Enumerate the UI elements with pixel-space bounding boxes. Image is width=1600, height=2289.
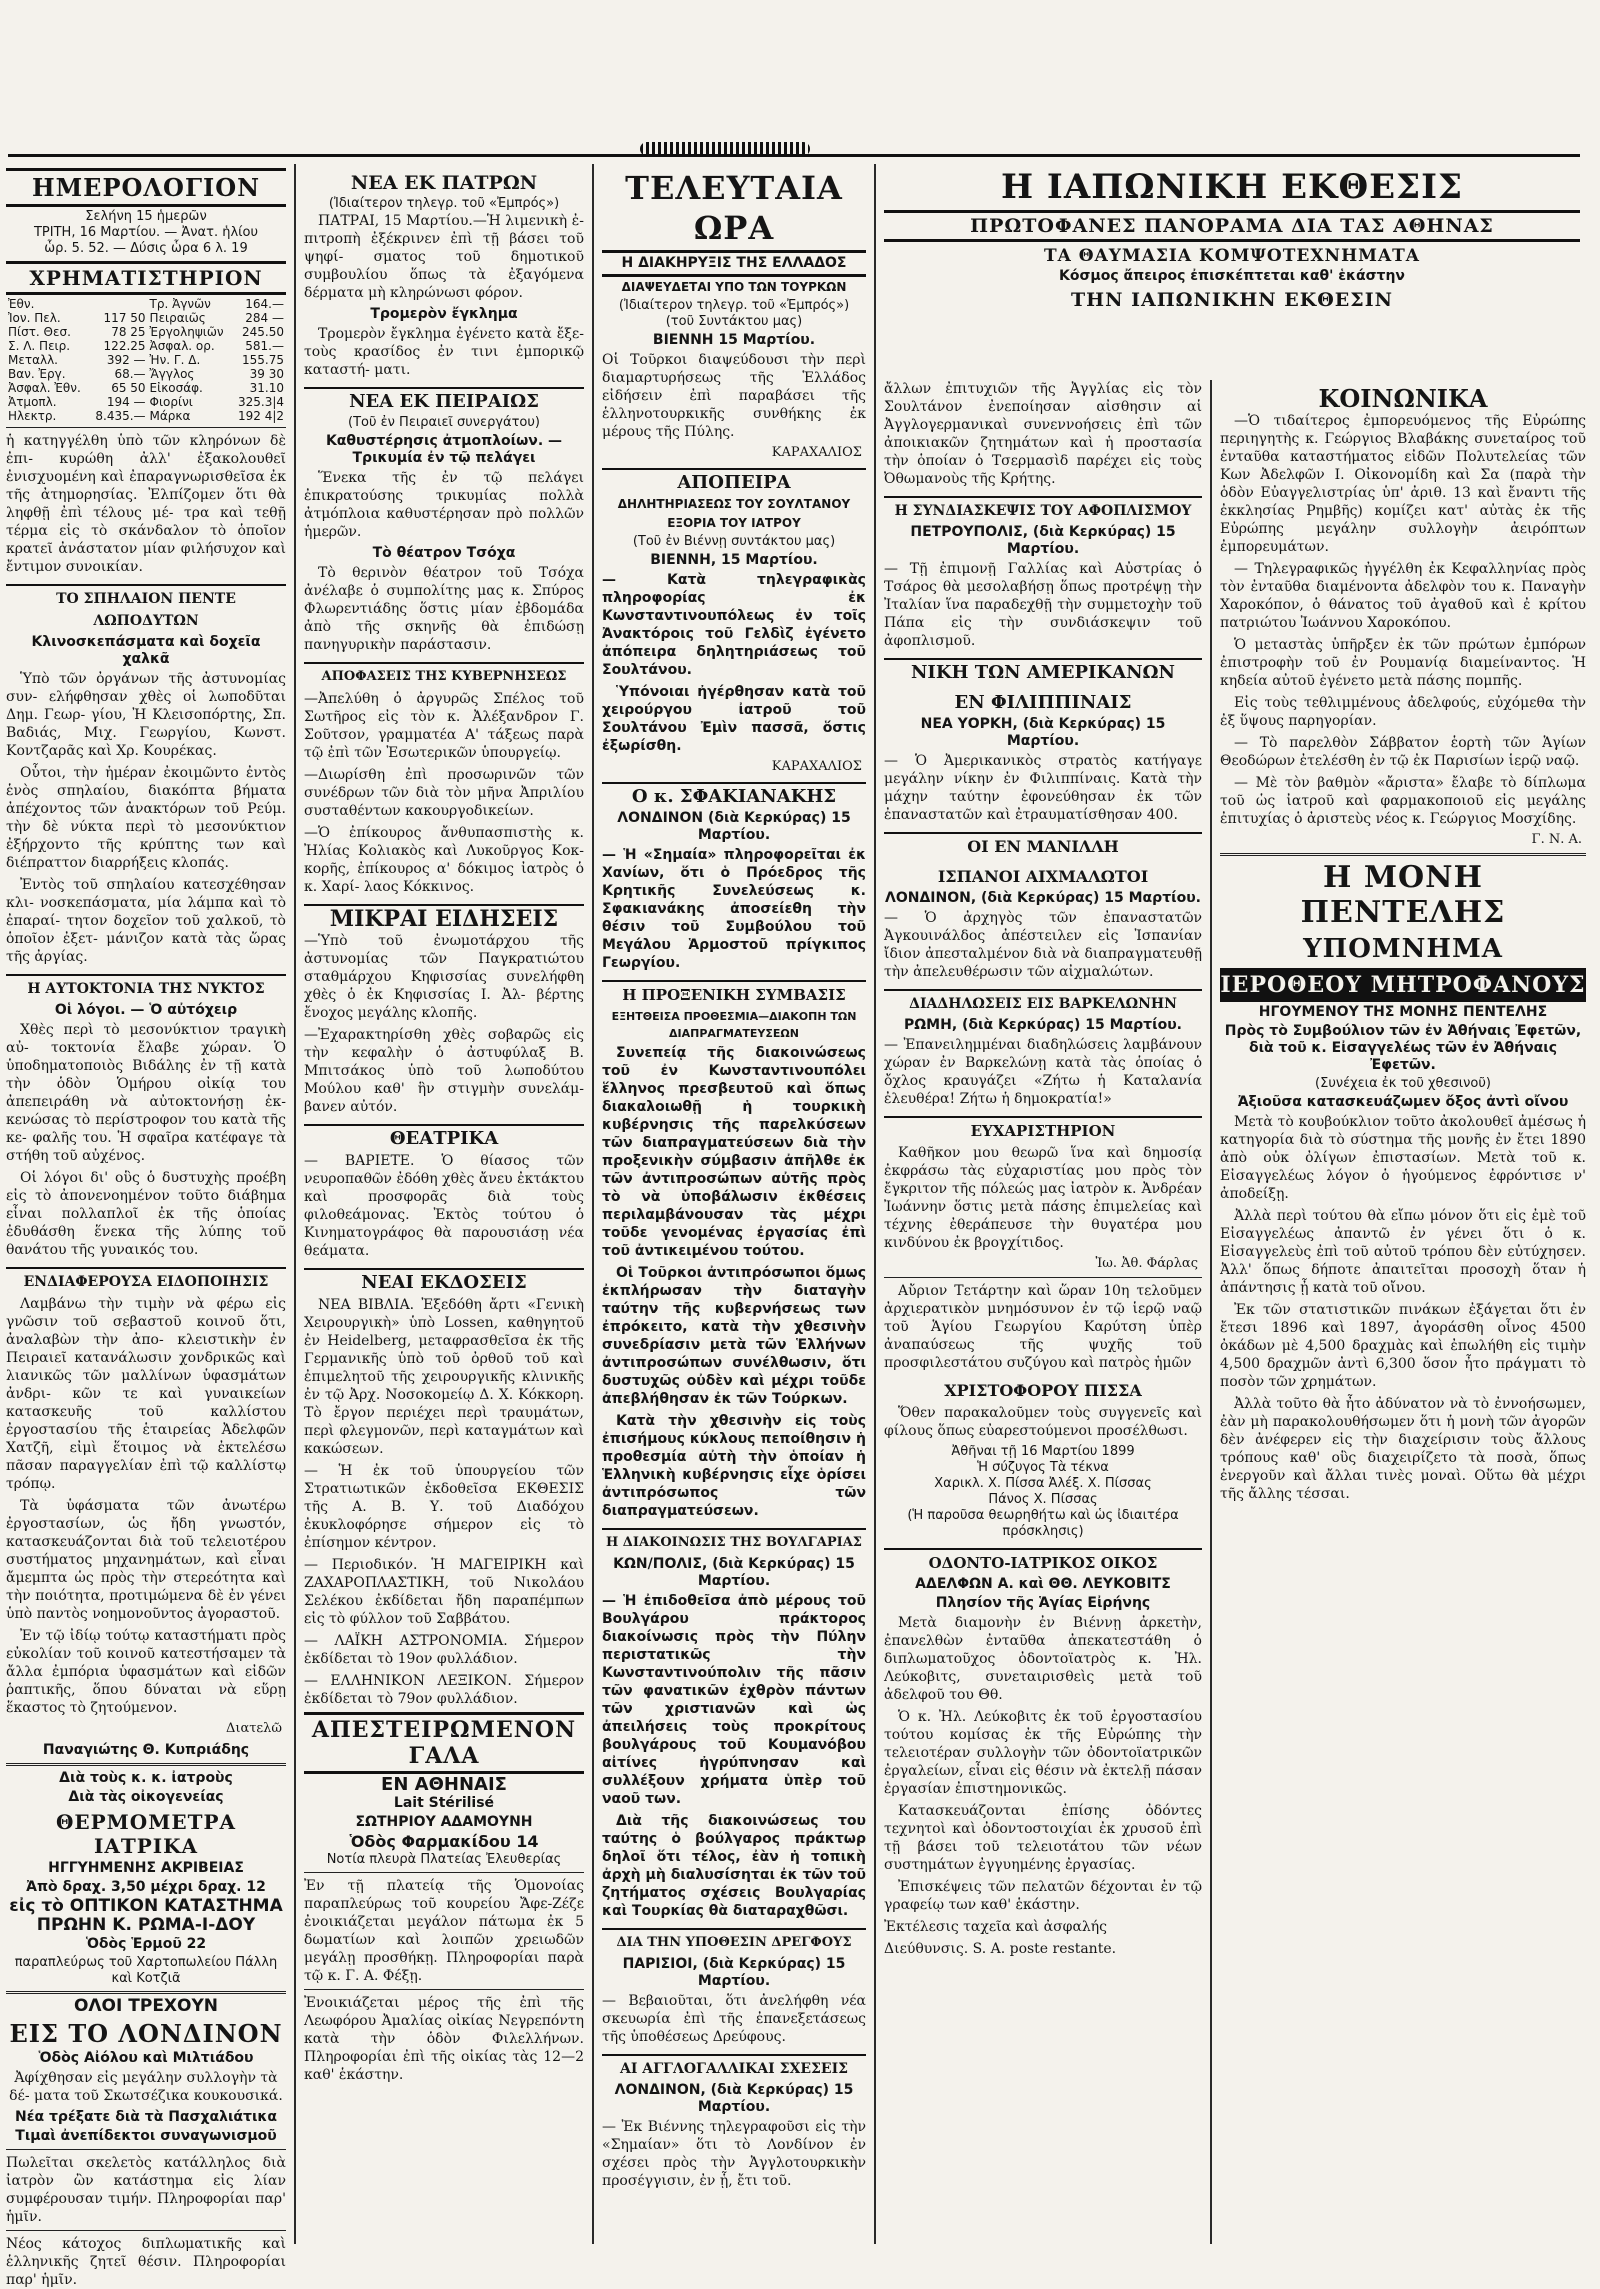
expo-subtitle: ΤΑ ΘΑΥΜΑΣΙΑ ΚΟΜΨΟΤΕΧΝΗΜΑΤΑ <box>1044 246 1420 266</box>
column-rule <box>1210 380 1212 2244</box>
article-text: Ἐκ τῶν στατιστικῶν πινάκων ἐξάγεται ὅτι ἐν ἔτεσι 1896 καὶ 1897, ἀγοράσθη οἶνος 4500 ὀκάδων μὲ 4,500 δραχμὰς καὶ ἐπωλήθη εἰς τιμὴν 4,500 δραχμῶν ἀντὶ 6,300 ὅσον ἦτο πράγματι τὸ ποσὸν τῶν χρημάτων. <box>1220 1302 1586 1390</box>
ad-text: Ἐνοικιάζεται μέρος τῆς ἐπὶ τῆς Λεωφόρου Ἀμαλίας οἰκίας Νεγρεπόντη κατὰ τὴν ὁδὸν Φιλελλήνων. Πληροφορίαι ἐπὶ τῆς οἰκίας τὰς 12—2 καθ' ἑκάστην. <box>304 1995 584 2083</box>
exchange-title: ΧΡΗΜΑΤΙΣΤΗΡΙΟΝ <box>6 261 286 295</box>
market-price: 122.25 <box>103 339 146 353</box>
ad-line: Ἀπὸ δραχ. 3,50 μέχρι δραχ. 12 <box>26 1879 266 1895</box>
ad-line: Διὰ τοὺς κ. κ. ἰατροὺς <box>59 1770 233 1786</box>
article-text: Λαμβάνω τὴν τιμὴν νὰ φέρω εἰς γνῶσιν τοῦ σεβαστοῦ κοινοῦ ὅτι, ἀναλαβὼν τὴν ἀπο- κλειστικὴν ἐν Πειραιεῖ κατανάλωσιν χονδρικῶς καὶ λιανικῶς τῶν μαλλίνων ὑφασμάτων ἀνδρι- κῶν τε καὶ γυναικείων κατασκευῆς τοῦ καλλίστου ἐργοστασίου τῆς ἑταιρείας Ἀδελφῶν Χατζῆ, εἰμὶ ἕτοιμος νὰ ἐκτελέσω πᾶσαν παραγγελίαν ἐπὶ τῷ καλλίστῳ τρόπῳ. <box>6 1296 286 1492</box>
ad-line: Νοτία πλευρὰ Πλατείας Ἐλευθερίας <box>326 1852 562 1867</box>
section-subtitle: Τὸ θέατρον Τσόχα <box>372 545 516 561</box>
article-text: Χθὲς περὶ τὸ μεσονύκτιον τραγικὴ αὐ- τοκτονία ἔλαβε χώραν. Ὁ ὑποδηματοποιὸς Βιδάλης ἐν τῇ κατὰ τὴν ὁδὸν Ὁμήρου οἰκίᾳ του ἀπεπειράθη νὰ αὐτοκτονήσῃ ἐκ- κενώσας τὸ περίστροφον του κατὰ τῆς κε- φαλῆς του. Ἡ σφαῖρα κατέφαγε τὰ στήθη τοῦ αὐχένος. <box>6 1022 286 1164</box>
divider <box>6 1763 286 1766</box>
expo-subtitle: ΠΡΩΤΟΦΑΝΕΣ ΠΑΝΟΡΑΜΑ ΔΙΑ ΤΑΣ ΑΘΗΝΑΣ <box>884 210 1580 242</box>
column-3 <box>596 164 872 2244</box>
article-text: — Βεβαιοῦται, ὅτι ἀνελήφθη νέα σκευωρία ἐπὶ τῆς ἐπανεξετάσεως τῆς ὑποθέσεως Δρεύφους. <box>602 1993 866 2045</box>
article-text: Κατὰ τὴν χθεσινὴν εἰς τοὺς ἐπισήμους κύκλους πεποίθησιν ἡ προθεσμία αὐτὴ τὴν ὁποίαν ἡ Ἑλληνικὴ κυβέρνησις εἶχε ὁρίσει ἀντιπρόσωπος τῶν διαπραγματεύσεων. <box>602 1413 866 1519</box>
section-title: ΟΔΟΝΤΟ-ΙΑΤΡΙΚΟΣ ΟΙΚΟΣ <box>884 1548 1202 1574</box>
calendar-line: Σελήνη 15 ἡμερῶν <box>85 209 207 224</box>
market-item: Μάρκα <box>149 409 191 423</box>
divider <box>6 1991 286 1994</box>
section-title: ΤΟ ΣΠΗΛΑΙΟΝ ΠΕΝΤΕ ΛΩΠΟΔΥΤΩΝ <box>6 584 286 632</box>
divider <box>304 1872 584 1873</box>
expo-subtitle: Κόσμος ἄπειρος ἐπισκέπτεται καθ' ἑκάστην <box>1059 268 1405 284</box>
ad-line: Ὁδὸς Ἑρμοῦ 22 <box>85 1936 207 1952</box>
market-item: Σ. Λ. Πειρ. <box>8 339 71 353</box>
article-text: — Τὸ παρελθὸν Σάββατον ἑορτὴ τῶν Ἁγίων Θεοδώρων ἐτελέσθη ἐν τῷ ἐκ Παρισίων ἱερῷ ναῷ. <box>1220 735 1586 769</box>
article-text: Ἕνεκα τῆς ἐν τῷ πελάγει ἐπικρατούσης τρικυμίας πολλὰ ἀτμόπλοια καθυστέρησαν πρὸ πολλῶν ἡμερῶν. <box>304 470 584 540</box>
ad-text: Ἐν τῇ πλατείᾳ τῆς Ὁμονοίας παραπλεύρως τοῦ κουρείου Ἄφε-Ζέζε ἐνοικιάζεται μεγάλον πάτωμα ἐκ 5 δωματίων καὶ λοιπῶν χρειωδῶν μεγάλῃ προσθήκῃ. Πληροφορίαι παρὰ τῷ κ. Γ. Α. Φέξῃ. <box>304 1878 584 1984</box>
market-price: 194 — <box>106 395 146 409</box>
ad-line: Ὁδὸς Φαρμακίδου 14 <box>349 1832 539 1851</box>
article-text: Ἐντὸς τοῦ σπηλαίου κατεσχέθησαν κλι- νοσκεπάσματα, μία λάμπα καὶ τὸ ἐπαραί- τητον δοχεῖον τοῦ χαλκοῦ, τὸ ὁποῖον ἐξετ- μάνιζον κατὰ τὰς ὥρας τῆς ἀργίας. <box>6 877 286 965</box>
section-title: ΔΙΑ ΤΗΝ ΥΠΟΘΕΣΙΝ ΔΡΕΓΦΟΥΣ <box>602 1928 866 1954</box>
article-text: —Ὑπὸ τοῦ ἐνωμοτάρχου τῆς ἀστυνομίας τῶν Παγκρατιώτου σταθμάρχου Κηφισσίας συνελήφθη χθὲς ὁ ἐκ Κηφισσίας Ι. Ἀλ- βέρτης ἔνοχος μεγάλης κλοπῆς. <box>304 933 584 1021</box>
article-text: Ἐκτέλεσις ταχεῖα καὶ ἀσφαλής <box>884 1919 1107 1935</box>
column-rule <box>874 164 876 2244</box>
article-text: — ΛΑΪΚΗ ΑΣΤΡΟΝΟΜΙΑ. Σήμερον ἐκδίδεται τὸ 19ον φυλλάδιον. <box>304 1633 584 1667</box>
late-news-masthead: ΤΕΛΕΥΤΑΙΑ ΩΡΑ <box>625 169 843 247</box>
feature-subtitle: ΗΓΟΥΜΕΝΟΥ ΤΗΣ ΜΟΝΗΣ ΠΕΝΤΕΛΗΣ <box>1258 1004 1548 1020</box>
article-text: Ἀλλὰ περὶ τούτου θὰ εἴπω μόνον ὅτι εἰς ἐμὲ τοῦ Εἰσαγγελέως ἀπαντῶ ἐν γένει ὅτι ὁ κ. Εἰσαγγελεὺς ἐπὶ τοῦ αὐτοῦ τρόπου δὲν εὐτύχησεν. Ἀλλ' ὅπως δήποτε ἀπαιτεῖται προσοχὴ ὅταν ἡ ἀπάντησις ᾖ κατὰ τοῦ οἴνου. <box>1220 1208 1586 1296</box>
market-price: 192 4|2 <box>237 409 284 423</box>
market-price: 392 — <box>106 353 146 367</box>
ad-line: ΟΛΟΙ ΤΡΕΧΟΥΝ <box>73 1996 219 2016</box>
section-title: ΟΙ ΕΝ ΜΑΝΙΛΛΗ <box>884 832 1202 858</box>
section-subtitle: Πλησίον τῆς Ἁγίας Εἰρήνης <box>935 1595 1151 1611</box>
article-text: Τρομερὸν ἔγκλημα ἐγένετο κατὰ ἔξε- τοὺς κρασίδος ἐν τινι ἐμπορικῷ καταστή- ματι. <box>304 326 584 378</box>
section-title: ΑΙ ΑΓΓΛΟΓΑΛΛΙΚΑΙ ΣΧΕΣΕΙΣ <box>602 2054 866 2080</box>
article-text: —Διωρίσθη ἐπὶ προσωρινῶν τῶν συνέδρων τῶν διὰ τὸν μῆνα Ἀπριλίου συσταθέντων κακουργοδικείων. <box>304 767 584 819</box>
ad-line: ΠΡΩΗΝ Κ. ΡΩΜΑ-Ι-ΔΟΥ <box>36 1915 256 1935</box>
dateline: ΒΙΕΝΝΗ, 15 Μαρτίου. <box>650 552 818 568</box>
article-text: Ἀλλὰ τοῦτο θὰ ἦτο ἀδύνατον νὰ τὸ ἐννοήσωμεν, ἐὰν μὴ παρακολουθήσωμεν ὅτι ἡ μονὴ τῶν ἀγορῶν δὲν ἀνέφερεν εἰς τὴν διαχείρισιν τοὺς ἄλλους τρόπους καθ' οὓς διαχειρίζετο τὰ ποσὰ, ὅπως ἐνεργοῦν καὶ ἄλλαι τινὲς μοναὶ. Οὕτω θὰ μέχρι τῆς ἄλλης τέσσαι. <box>1220 1396 1586 1502</box>
article-text: — Τηλεγραφικῶς ἠγγέλθη ἐκ Κεφαλληνίας πρὸς τὸν ἐνταῦθα διαμένοντα ἀδελφὸν του κ. Παναγὴν Χαροκόπον, ὁ θάνατος τοῦ ἀγαθοῦ καὶ ἐ κρίτου πατριώτου Ἰωάννου Χαροκόπου. <box>1220 561 1586 631</box>
article-text: Διὰ τῆς διακοινώσεως του ταύτης ὁ βούλγαρος πράκτωρ δηλοῖ ὅτι τέλος, ἐὰν ἡ τοπικὴ ἀρχὴ μὴ διαλυσίσηται ἐκ τῶν τοῦ ζητήματος σχέσεις Βουλγαρίας καὶ Τουρκίας θὰ διαταραχθῶσι. <box>602 1813 866 1919</box>
section-subtitle: ΔΙΑΨΕΥΔΕΤΑΙ ΥΠΟ ΤΩΝ ΤΟΥΡΚΩΝ <box>621 280 847 294</box>
section-title: Η ΔΙΑΚΟΙΝΩΣΙΣ ΤΗΣ ΒΟΥΛΓΑΡΙΑΣ <box>602 1528 866 1554</box>
article-text: Ὁ μεταστὰς ὑπῆρξεν ἐκ τῶν πρώτων ἐμπόρων ἐπιστροφὴν τοῦ ἐν Ρουμανίᾳ διαμείναντος. Ἡ κηδεία αὐτοῦ ἐγένετο μετὰ πάσης πομπῆς. <box>1220 637 1586 689</box>
source-line: (Τοῦ ἐν Πειραιεῖ συνεργάτου) <box>348 415 540 430</box>
article-text: — Ἐπανειλημμέναι διαδηλώσεις λαμβάνουν χώραν ἐν Βαρκελώνῃ κατὰ τὰς ὁποίας ὁ ὄχλος κραυγάζει «Ζήτω ἡ Καταλανία ἐλευθέρα! Ζήτω ἡ δημοκρατία!» <box>884 1037 1202 1107</box>
market-item: Πειραιῶς <box>149 311 206 325</box>
ad-line: Τιμαὶ ἀνεπίδεκτοι συναγωνισμοῦ <box>15 2128 277 2144</box>
market-item: Τρ. Ἀγνῶν <box>149 297 211 311</box>
ad-title: ΕΙΣ ΤΟ ΛΟΝΔΙΝΟΝ <box>9 2019 283 2048</box>
notice-names: Ἡ σύζυγος Τὰ τέκνα Χαρικλ. Χ. Πίσσα Ἀλέξ. Χ. Πίσσας Πάνος Χ. Πίσσας <box>934 1460 1152 1507</box>
dateline: ΛΟΝΔΙΝΟΝ, (διὰ Κερκύρας) 15 Μαρτίου. <box>614 2082 854 2115</box>
divider <box>304 1989 584 1990</box>
market-price: 8.435.— <box>95 409 146 423</box>
signature-name: Παναγιώτης Θ. Κυπριάδης <box>42 1742 250 1758</box>
market-row <box>6 367 286 381</box>
section-title: Η ΑΥΤΟΚΤΟΝΙΑ ΤΗΣ ΝΥΚΤΟΣ <box>6 974 286 1000</box>
section-subtitle: ΔΗΛΗΤΗΡΙΑΣΕΩΣ ΤΟΥ ΣΟΥΛΤΑΝΟΥ <box>617 497 851 511</box>
market-item: Πίστ. Θεσ. <box>8 325 71 339</box>
market-price: 31.10 <box>249 381 284 395</box>
section-title: Η ΣΥΝΔΙΑΣΚΕΨΙΣ ΤΟΥ ΑΦΟΠΛΙΣΜΟΥ <box>884 496 1202 522</box>
section-title: Η ΔΙΑΚΗΡΥΞΙΣ ΤΗΣ ΕΛΛΑΔΟΣ <box>602 250 866 277</box>
market-row <box>6 381 286 395</box>
section-title: ΕΥΧΑΡΙΣΤΗΡΙΟΝ <box>884 1116 1202 1142</box>
article-text: ΠΑΤΡΑΙ, 15 Μαρτίου.—Ἡ λιμενικὴ ἐ- πιτροπὴ ἐξέκρινεν ἐπὶ τῇ βάσει τοῦ ψηφί- σματος τοῦ δημοτικοῦ συμβουλίου ὅπως τὰ ἐξαγόμενα δέρματα μὴ κληρώνωσι φόρον. <box>304 213 584 301</box>
column-4 <box>878 380 1208 2244</box>
market-price: 65 50 <box>111 381 146 395</box>
market-row <box>6 353 286 367</box>
article-text: Ὅθεν παρακαλοῦμεν τοὺς συγγενεῖς καὶ φίλους ὅπως εὐαρεστούμενοι προσέλθωσι. <box>884 1405 1202 1439</box>
section-title: ΕΝΔΙΑΦΕΡΟΥΣΑ ΕΙΔΟΠΟΙΗΣΙΣ <box>6 1267 286 1293</box>
section-title: ΜΙΚΡΑΙ ΕΙΔΗΣΕΙΣ <box>304 904 584 930</box>
article-text: Διεύθυνσις. S. A. poste restante. <box>884 1941 1117 1957</box>
market-row <box>6 311 286 325</box>
ad-text: Νέος κάτοχος διπλωματικῆς καὶ ἑλληνικῆς ζητεῖ θέσιν. Πληροφορίαι παρ' ἡμῖν. <box>6 2236 286 2288</box>
article-text: — Ὁ ἀρχηγὸς τῶν ἐπαναστατῶν Ἀγκουινάλδος ἀπέστειλεν εἰς Ἰσπανίαν ἴδιον ἀπεσταλμένον διὰ νὰ διαπραγματευθῇ τὴν ἀπελευθέρωσιν τῶν αἰχμαλώτων. <box>884 910 1202 980</box>
market-row <box>6 409 286 423</box>
ad-line: εἰς τὸ ΟΠΤΙΚΟΝ ΚΑΤΑΣΤΗΜΑ <box>9 1896 283 1916</box>
section-title: ΧΡΙΣΤΟΦΟΡΟΥ ΠΙΣΣΑ <box>944 1381 1142 1400</box>
section-title: ΝΕΑΙ ΕΚΔΟΣΕΙΣ <box>304 1268 584 1294</box>
divider <box>6 427 286 428</box>
feature-subtitle: ΙΕΡΟΘΕΟΥ ΜΗΤΡΟΦΑΝΟΥΣ <box>1220 968 1586 1002</box>
column-2 <box>298 164 590 2244</box>
dateline: ΛΟΝΔΙΝΟΝ, (διὰ Κερκύρας) 15 Μαρτίου. <box>885 890 1201 906</box>
market-row <box>6 297 286 311</box>
market-price: 68.— <box>114 367 146 381</box>
section-title: ΝΕΑ ΕΚ ΠΕΙΡΑΙΩΣ <box>304 387 584 413</box>
market-table <box>6 297 286 423</box>
ad-line: Νέα τρέξατε διὰ τὰ Πασχαλιάτικα <box>14 2109 277 2125</box>
section-title: ΑΠΟΠΕΙΡΑ <box>602 468 866 494</box>
dateline: ΒΙΕΝΝΗ 15 Μαρτίου. <box>652 332 816 348</box>
article-text: —Ἀπελύθη ὁ ἀργυρῶς Σπέλος τοῦ Σωτῆρος εἰς τὸν κ. Ἀλέξανδρον Γ. Σοῦτσον, γραμματέα Α' τάξεως παρὰ τῷ ἐπὶ τῶν Ἐσωτερικῶν ὑπουργείῳ. <box>304 691 584 761</box>
ad-line: Διὰ τὰς οἰκογενείας <box>68 1789 224 1805</box>
market-row <box>6 339 286 353</box>
article-text: —Ὁ τιδαίτερος ἐμπορευόμενος τῆς Εὐρώπης περιηγητὴς κ. Γεώργιος Βλαβάκης συνεταίρος τοῦ ἐνταῦθα καταστήματος εἰδῶν Πολυτελείας τῶν Κων Ἀδελφῶν Ι. Οἰκονομίδη καὶ Σα (παρὰ τὴν ὁδὸν Εὐαγγελιστρίας ὑπ' ἀριθ. 13 καὶ ἔναντι τῆς ἐκκλησίας Ρημβῆς) κομίζει κατ' αὐτὰς ἐκ τῆς Εὐρώπης μεγάλην συλλογὴν ἀειρόπτων ἐμπορευμάτων. <box>1220 413 1586 555</box>
dateline: ΠΑΡΙΣΙΟΙ, (διὰ Κερκύρας) 15 Μαρτίου. <box>622 1956 846 1989</box>
article-text: Μετὰ τὸ κουβούκλιον τοῦτο ἀκολουθεῖ ἀμέσως ἡ κατηγορία διὰ τὸ σύστημα τῆς μονῆς ἐν ἔτει 1890 ἀπὸ οὐκ ὀλίγων ἐπιστασίων. Μετὰ τοῦ κ. Εἰσαγγελέως λόγον ὁ ἡγούμενος ἐφρόντισε ν' ἀποδείξῃ. <box>1220 1114 1586 1202</box>
market-price: 39 30 <box>249 367 284 381</box>
market-item: Ἐθν. <box>8 297 35 311</box>
market-price: 155.75 <box>242 353 284 367</box>
article-text: Ἐν τῷ ἰδίῳ τούτῳ καταστήματι πρὸς εὐκολίαν τοῦ κοινοῦ κατεστήσαμεν τὰ ἄλλα ἐμπόρια ὑφασμάτων καὶ εἰδῶν ῥαπτικῆς, ὅπου δύναται νὰ εὕρῃ ἕκαστος τὸ ζητούμενον. <box>6 1628 286 1716</box>
article-text: Τὸ θερινὸν θέατρον τοῦ Τσόχα ἀνέλαβε ὁ συμπολίτης μας κ. Σπύρος Φλωρεντιάδης ὅστις μίαν ἐβδομάδα ἀπὸ τῆς σκηνῆς θὰ ἐπιδώσῃ πανηγυρικὴν παράστασιν. <box>304 565 584 653</box>
dateline: ΚΩΝ/ΠΟΛΙΣ, (διὰ Κερκύρας) 15 Μαρτίου. <box>613 1556 855 1589</box>
article-text: Εἰς τοὺς τεθλιμμένους ἀδελφούς, εὐχόμεθα τὴν ἐξ ὕψους παρηγορίαν. <box>1220 695 1586 729</box>
article-text: — Περιοδικόν. Ἡ ΜΑΓΕΙΡΙΚΗ καὶ ΖΑΧΑΡΟΠΛΑΣΤΙΚΗ, τοῦ Νικολάου Σελέκου ἐκδίδεται ἤδη παραπέμπων εἰς τὸ φύλλον τοῦ Σαββάτου. <box>304 1557 584 1627</box>
dateline: ΛΟΝΔΙΝΟΝ (διὰ Κερκύρας) 15 Μαρτίου. <box>617 810 851 843</box>
section-subtitle: ΕΞΗΤΘΕΙΣΑ ΠΡΟΘΕΣΜΙΑ—ΔΙΑΚΟΠΗ ΤΩΝ ΔΙΑΠΡΑΓΜΑΤΕΥΣΕΩΝ <box>611 1010 857 1040</box>
market-item: Ἐργοληψιῶν <box>149 325 224 339</box>
section-subtitle: ΑΔΕΛΦΩΝ Α. καὶ ΘΘ. ΛΕΥΚΟΒΙΤΣ <box>915 1576 1171 1592</box>
market-price: 325.3|4 <box>237 395 284 409</box>
article-text: — ΕΛΛΗΝΙΚΟΝ ΛΕΞΙΚΟΝ. Σήμερον ἐκδίδεται τὸ 79ον φυλλάδιον. <box>304 1673 584 1707</box>
article-text: Ὑπόνοιαι ἠγέρθησαν κατὰ τοῦ χειρούργου ἰατροῦ τοῦ Σουλτάνου Ἐμὶν πασσᾶ, ὅστις ἐξωρίσθη. <box>602 684 866 754</box>
ad-line: ΣΩΤΗΡΙΟΥ ΑΔΑΜΟΥΝΗ <box>355 1814 533 1830</box>
market-price: 245.50 <box>242 325 284 339</box>
notice-date: Ἀθῆναι τῇ 16 Μαρτίου 1899 <box>951 1444 1135 1459</box>
article-text: Αὔριον Τετάρτην καὶ ὥραν 10η τελοῦμεν ἀρχιερατικὸν μνημόσυνον ἐν τῷ ἱερῷ ναῷ τοῦ Ἁγίου Γεωργίου Καρύτση ὑπὲρ ἀναπαύσεως τῆς ψυχῆς τοῦ προσφιλεστάτου συζύγου καὶ πατρὸς ἡμῶν <box>884 1283 1202 1371</box>
section-subtitle: ΕΞΟΡΙΑ ΤΟΥ ΙΑΤΡΟΥ <box>667 516 801 530</box>
calendar-title: ΗΜΕΡΟΛΟΓΙΟΝ <box>6 168 286 207</box>
section-title: ΝΙΚΗ ΤΩΝ ΑΜΕΡΙΚΑΝΩΝ <box>884 658 1202 684</box>
market-item: Ηλεκτρ. <box>8 409 57 423</box>
expo-masthead: Η ΙΑΠΩΝΙΚΗ ΕΚΘΕΣΙΣ <box>1000 167 1464 207</box>
section-subtitle: Οἱ λόγοι. — Ὁ αὐτόχειρ <box>54 1002 238 1018</box>
source-line: (Ἰδιαίτερον τηλεγρ. τοῦ «Ἐμπρός») <box>328 196 560 211</box>
signature: Γ. Ν. Α. <box>1531 832 1582 847</box>
market-row <box>6 325 286 339</box>
ad-line: Lait Stérilisé <box>393 1795 495 1811</box>
notice-note: (Ἡ παροῦσα θεωρηθήτω καὶ ὡς ἰδιαιτέρα πρόσκλησις) <box>907 1508 1179 1539</box>
feature-continued: (Συνέχεια ἐκ τοῦ χθεσινοῦ) <box>1315 1076 1491 1091</box>
market-item: Ἀσφαλ. ορ. <box>149 339 215 353</box>
market-price: 284 — <box>245 311 284 325</box>
market-item: Ἰον. Πελ. <box>8 311 61 325</box>
article-text: Μετὰ διαμονὴν ἐν Βιέννῃ ἀρκετὴν, ἐπανελθὼν ἐνταῦθα ἀπεκατεστάθη ὁ διπλωματοῦχος ὀδοντοϊατρὸς κ. Ἠλ. Λεύκοβιτς, συνεταιρισθεὶς μετὰ τοῦ ἀδελφοῦ του Θθ. <box>884 1615 1202 1703</box>
section-title: Η ΠΡΟΞΕΝΙΚΗ ΣΥΜΒΑΣΙΣ <box>602 980 866 1006</box>
article-text: — ΒΑΡΙΕΤΕ. Ὁ θίασος τῶν νευροπαθῶν ἐδόθη χθὲς ἄνευ ἐκτάκτου καὶ προσφορᾶς διὰ τοὺς φιλοθεάμονας. Ἐκτὸς τούτου ὁ Κινηματογράφος θὰ παρουσιάσῃ νέα θεάματα. <box>304 1153 584 1259</box>
feature-heading: Ἀξιοῦσα κατασκευάζωμεν ὄξος ἀντὶ οἴνου <box>1237 1094 1569 1110</box>
market-item: Φιορίνι <box>149 395 193 409</box>
article-text: ἄλλων ἐπιτυχιῶν τῆς Ἀγγλίας εἰς τὸν Σουλτάνον ἐνεποίησαν αἰσθησιν αἱ Ἀγγλογερμανικαὶ συνεννοήσεις ἐπὶ τῶν ἀποικιακῶν ζητημάτων καὶ ἡ προστασία τὴν ὁποίαν ὁ Τσερμασὶδ παρέχει εἰς τοὺς Ὀθωμανοὺς τῆς Κρήτης. <box>884 381 1202 487</box>
calendar-line: ὧρ. 5. 52. — Δύσις ὧρα 6 λ. 19 <box>44 241 248 256</box>
article-text: Ὑπὸ τῶν ὀργάνων τῆς ἀστυνομίας συν- ελήφθησαν χθὲς οἱ λωποδῦται Δημ. Γεωρ- γίου, Ἠ Κλεισοπόρτης, Σπ. Βαδιάς, Μιχ. Γεωργίου, Κωνστ. Κοντζαρᾶς καὶ Χρ. Κουρέκας. <box>6 671 286 759</box>
section-title: ΘΕΑΤΡΙΚΑ <box>304 1124 584 1150</box>
section-title: ΙΣΠΑΝΟΙ ΑΙΧΜΑΛΩΤΟΙ <box>937 867 1149 886</box>
article-text: —Ἐχαρακτηρίσθη χθὲς σοβαρῶς εἰς τὴν κεφαλὴν ὁ ἀστυφύλαξ Β. Μπιτσάκος ὑπὸ τοῦ λωποδύτου Μούλου καθ' ἣν στιγμὴν συνελάμ- βανεν αὐτόν. <box>304 1027 584 1115</box>
column-rule <box>294 164 296 2244</box>
article-text: Οἱ Τοῦρκοι διαψεύδουσι τὴν περὶ διαμαρτυρήσεως τῆς Ἑλλάδος εἰδήσειν ἐπὶ παραβάσει τῆς ἑλληνοτουρκικῆς συνθήκης ἐκ μέρους τῆς Πύλης. <box>602 352 866 440</box>
article-text: ΝΕΑ ΒΙΒΛΙΑ. Ἐξεδόθη ἄρτι «Γενικὴ Χειρουργικὴ» ὑπὸ Lossen, καθηγητοῦ ἐν Heidelberg, μεταφρασθεῖσα ἐκ τῆς Γερμανικῆς ὑπὸ τοῦ ὀρθοῦ τοῦ καὶ ἐπιμελητοῦ τῆς χειρουργικῆς κλινικῆς ἐν τῷ Ἀρχ. Νοσοκομείῳ Δ. Χ. Κόκκορη. Τὸ ἔργον περιέχει περὶ τραυμάτων, περὶ φλεγμονῶν, περὶ καταγμάτων καὶ κακώσεων. <box>304 1297 584 1457</box>
feature-address: Πρὸς τὸ Συμβούλιον τῶν ἐν Ἀθήναις Ἐφετῶν, διὰ τοῦ κ. Εἰσαγγελέως τῶν ἐν Ἀθήναις Ἐφετῶν. <box>1224 1023 1582 1073</box>
article-text: — Ὁ Ἀμερικανικὸς στρατὸς κατήγαγε μεγάλην νίκην ἐν Φιλιππίναις. Κατὰ τὴν μάχην ταύτην ἐφονεύθησαν ἐκ τῶν ἐπαναστατῶν καὶ ἐτραυματίσθησαν 400. <box>884 753 1202 823</box>
market-item: Ἀσφαλ. Ἐθν. <box>8 381 81 395</box>
article-text: Καθῆκον μου θεωρῶ ἵνα καὶ δημοσίᾳ ἐκφράσω τὰς εὐχαριστίας μου πρὸς τὸν ἔγκριτον τῆς πόλεώς μας ἰατρὸν κ. Ἀνδρέαν Ἰωάννην ὅστις μετὰ πάσης ἐπιμελείας καὶ τέχνης ἐθεράπευσε τὴν θυγατέρα μου κινδύνου ἐκ βρογχίτιδος. <box>884 1145 1202 1251</box>
expo-subtitle: ΤΗΝ ΙΑΠΩΝΙΚΗΝ ΕΚΘΕΣΙΝ <box>1071 289 1393 311</box>
source-line: (Τοῦ ἐν Βιέννῃ συντάκτου μας) <box>632 534 836 549</box>
signature: Ἰω. Ἀθ. Φάρλας <box>1095 1256 1198 1271</box>
market-row <box>6 395 286 409</box>
feature-subtitle: ΥΠΟΜΝΗΜΑ <box>1303 934 1503 964</box>
market-price: 117 50 <box>103 311 146 325</box>
top-ornament <box>0 140 1600 164</box>
column-1 <box>0 164 292 2288</box>
article-text: Συνεπείᾳ τῆς διακοινώσεως τοῦ ἐν Κωνσταντινουπόλει ἕλληνος πρεσβευτοῦ καὶ ὅπως διακαλοιωθῇ ἡ τουρκικὴ κυβέρνησις τῆς παρελκύσεων τῶν διαπραγματεύσεων διὰ τὴν προξενικὴν σύμβασιν ἀπῆλθε ἐκ τῶν ἀντιπροσώπων αὐτῆς πρὸς τὸ νὰ ὑποβάλωσιν ἐκθέσεις περιλαμβάνουσαν τὰς μέχρι τοῦδε γενομένας ἐργασίας ἐπὶ τοῦ ἀντικειμένου τούτου. <box>602 1045 866 1259</box>
ad-text: Πωλεῖται σκελετὸς κατάλληλος διὰ ἰατρὸν ὢν κατάστημα εἰς λίαν συμφέρουσαν τιμήν. Πληροφορίαι παρ' ἡμῖν. <box>6 2155 286 2225</box>
article-text: —Ὁ ἐπίκουρος ἄνθυπασπιστὴς κ. Ἠλίας Κολιακὸς καὶ Λυκοῦργος Κοκ- κορῆς, ἐπίκουρος α' δόκιμος ἰατρὸς ὁ κ. Χαρί- λαος Κόκκινος. <box>304 825 584 895</box>
article-text: — Κατὰ τηλεγραφικὰς πληροφορίας ἐκ Κωνσταντινουπόλεως ἐν τοῖς Ἀνακτόροις τοῦ Γελδὶζ ἐγένετο ἀπόπειρα δηλητηριάσεως τοῦ Σουλτάνου. <box>602 572 866 678</box>
calendar-line: ΤΡΙΤΗ, 16 Μαρτίου. — Ἀνατ. ἡλίου <box>33 225 259 240</box>
signature: ΚΑΡΑΧΑΛΙΟΣ <box>771 759 862 774</box>
market-item: Μεταλλ. <box>8 353 58 367</box>
article-text: Οἱ λόγοι δι' οὓς ὁ δυστυχὴς προέβη εἰς τὸ ἀπονενοημένον τοῦτο διάβημα εἶναι πολλαπλοῖ ἐκ τῆς ὁποίας ἐδυθάσθη ἕνεκα τῆς λύπης τοῦ θανάτου τῆς γυναικός του. <box>6 1170 286 1258</box>
market-item: Ἄγγλος <box>149 367 195 381</box>
ad-title: ΑΠΕΣΤΕΙΡΩΜΕΝΟΝ ΓΑΛΑ <box>304 1712 584 1774</box>
divider <box>6 2230 286 2231</box>
article-text: Οὗτοι, τὴν ἡμέραν ἐκοιμῶντο ἐντὸς ἑνὸς σπηλαίου, διακόπτα βήματα ἀπέχοντος τῶν ἀνακτόρων τοῦ Ρεύμ. τὴν δὲ νύκτα περὶ τὸ μεσονύκτιον ἐξήρχοντο τῆς κρύπτης των καὶ διέπραττον διαρρήξεις κλοπάς. <box>6 765 286 871</box>
market-item: Εἰκοσάφ. <box>149 381 203 395</box>
article-text: Ἐπισκέψεις τῶν πελατῶν δέχονται ἐν τῷ γραφείῳ των καθ' ἑκάστην. <box>884 1879 1202 1913</box>
divider <box>6 2149 286 2150</box>
feature-title: Η ΜΟΝΗ ΠΕΝΤΕΛΗΣ <box>1300 860 1506 930</box>
ad-title: ΘΕΡΜΟΜΕΤΡΑ ΙΑΤΡΙΚΑ <box>55 1810 237 1858</box>
section-title: ΕΝ ΦΙΛΙΠΠΙΝΑΙΣ <box>954 692 1132 713</box>
ad-line: ΕΝ ΑΘΗΝΑΙΣ <box>381 1774 507 1795</box>
ad-text: Ἀφίχθησαν εἰς μεγάλην συλλογὴν τὰ δέ- ματα τοῦ Σκωτσέζικα κουκουσικά. <box>9 2070 283 2104</box>
ad-line: ΗΓΓΥΗΜΕΝΗΣ ΑΚΡΙΒΕΙΑΣ <box>48 1860 244 1876</box>
signature: ΚΑΡΑΧΑΛΙΟΣ <box>771 445 862 460</box>
section-subtitle: Κλινοσκεπάσματα καὶ δοχεῖα χαλκᾶ <box>31 634 261 667</box>
article-text: Τὰ ὑφάσματα τῶν ἀνωτέρω ἐργοστασίων, ὡς ἤδη γνωστόν, κατασκευάζονται διὰ τοῦ τελειοτέρου συστήματος μηχανημάτων, καὶ εἶναι ἄμεμπτα ὡς πρὸς τὴν στερεότητα καὶ τὴν ποιότητα, προτιμώμενα δὲ ἐν γένει ὑπὸ παντὸς νοημονοῦντος ἀγοραστοῦ. <box>6 1498 286 1622</box>
article-text: Κατασκευάζονται ἐπίσης ὀδόντες τεχνητοὶ καὶ ὀδοντοστοιχίαι ἐκ χρυσοῦ ἐπὶ τῇ βάσει τοῦ τελειοτάτου τῶν νέων συστημάτων ἐγγυημένης ἐργασίας. <box>884 1803 1202 1873</box>
market-price: 164.— <box>245 297 284 311</box>
top-rule <box>8 154 1580 157</box>
section-title: Ο κ. ΣΦΑΚΙΑΝΑΚΗΣ <box>602 782 866 808</box>
divider <box>884 1277 1202 1278</box>
dateline: ΝΕΑ ΥΟΡΚΗ, (διὰ Κερκύρας) 15 Μαρτίου. <box>920 716 1166 749</box>
article-text: Ὁ κ. Ἠλ. Λεύκοβιτς ἐκ τοῦ ἐργοστασίου τούτου κομίσας ἐκ τῆς Εὐρώπης τὴν τελειοτέραν συλλογὴν τῶν ὀδοντοϊατρικῶν ἐργαλείων, εἶναι εἰς θέσιν νὰ ἐκτελῇ πάσαν ἐργασίαν ἐπιστημονικῶς. <box>884 1709 1202 1797</box>
section-subtitle: Τρομερὸν ἔγκλημα <box>370 306 518 322</box>
section-title: ΝΕΑ ΕΚ ΠΑΤΡΩΝ <box>350 172 538 194</box>
section-title: ΚΟΙΝΩΝΙΚΑ <box>1318 384 1488 413</box>
article-text: — Ἡ «Σημαία» πληροφορεῖται ἐκ Χανίων, ὅτι ὁ Πρόεδρος τῆς Κρητικῆς Συνελεύσεως κ. Σφακιανάκης ἀποσείεθη τὴν θέσιν τοῦ Συμβούλου τοῦ Μεγάλου Ἁρμοστοῦ πρίγκιπος Γεωργίου. <box>602 847 866 971</box>
article-text: — Ἡ ἐκ τοῦ ὑπουργείου τῶν Στρατιωτικῶν ἐκδοθεῖσα ΕΚΘΕΣΙΣ τῆς Α. Β. Υ. τοῦ Διαδόχου ἐκυκλοφόρησε σήμερον εἰς τὸ ἐπίσημον κέντρον. <box>304 1463 584 1551</box>
article-text: — Τῇ ἐπιμονῇ Γαλλίας καὶ Αὐστρίας ὁ Τσάρος θὰ μεσολαβήσῃ ὅπως προτρέψῃ τὴν Ἰταλίαν ἵνα παραδεχθῇ τὴν συμμετοχὴν τοῦ Πάπα εἰς τὴν συνδιάσκεψιν τοῦ ἀφοπλισμοῦ. <box>884 561 1202 649</box>
article-text: — Ἐκ Βιέννης τηλεγραφοῦσι εἰς τὴν «Σημαίαν» ὅτι τὸ Λονδίνον ἐν σχέσει πρὸς τὴν Ἀγγλοτουρκικὴν προσέγγισιν, ἐν ᾗ, ἔτι τοῦ. <box>602 2119 866 2189</box>
column-rule <box>592 164 594 2244</box>
column-5 <box>1214 380 1592 2244</box>
dateline: ΡΩΜΗ, (διὰ Κερκύρας) 15 Μαρτίου. <box>904 1017 1182 1033</box>
signature: Διατελῶ <box>225 1721 282 1736</box>
article-text: Οἱ Τοῦρκοι ἀντιπρόσωποι ὅμως ἐκπλήρωσαν τὴν διαταγὴν ταύτην τῆς κυβερνήσεως των ἐπρόκειτο, κατὰ τὴν χθεσινὴν συνεδρίασιν μετὰ τῶν Ἑλλήνων ἀντιπροσώπων συνέλθωσιν, ὅτι δυστυχῶς οὐδὲν καὶ μέχρι τοῦδε ἀπεβλήθησαν ἐκ τῶν Τούρκων. <box>602 1265 866 1407</box>
article-text: ἡ κατηγγέλθη ὑπὸ τῶν κληρόνων δὲ ἐπι- κυρώθη ἀλλ' ἐξακολουθεῖ ἐνισχυομένη καὶ ἐπαραγνωρισθεῖσα ἐκ τῆς ἀτημορησίας. Ἐλπίζομεν ὅτι θὰ ληφθῇ ἐπὶ τέλους μέ- τρα καὶ τεθῇ τέρμα εἰς τὸ σκάνδαλον τὸ ὁποῖον κρατεῖ ἀνάστατον μίαν φιλήσυχον καὶ ἔντιμον συνοικίαν. <box>6 433 286 575</box>
dateline: ΠΕΤΡΟΥΠΟΛΙΣ, (διὰ Κερκύρας) 15 Μαρτίου. <box>910 524 1176 557</box>
market-item: Ἀτμοπλ. <box>8 395 57 409</box>
ad-line: παραπλεύρως τοῦ Χαρτοπωλείου Πάλλη καὶ Κοτζιᾶ <box>14 1955 278 1986</box>
market-price <box>89 297 148 311</box>
market-item: Βαν. Ἐργ. <box>8 367 66 381</box>
ad-line: Ὁδὸς Αἰόλου καὶ Μιλτιάδου <box>38 2050 254 2066</box>
article-text: — Μὲ τὸν βαθμὸν «ἄριστα» ἔλαβε τὸ δίπλωμα τοῦ ὡς ἰατροῦ καὶ φαρμακοποιοῦ εἰς μεγάλης ἐπιτυχίας ὁ ἀριστεὺς νέος κ. Γεώργιος Μοσχίδης. <box>1220 775 1586 827</box>
market-item: Ἠν. Γ. Δ. <box>149 353 201 367</box>
section-title: ΑΠΟΦΑΣΕΙΣ ΤΗΣ ΚΥΒΕΡΝΗΣΕΩΣ <box>304 662 584 688</box>
article-text: — Ἡ ἐπιδοθεῖσα ἀπὸ μέρους τοῦ Βουλγάρου πράκτορος διακοίνωσις πρὸς τὴν Πύλην περιστατικῶς τὴν Κωνσταντινούπολιν τῆς πᾶσιν τῶν φανατικῶν ἐχθρὸν πάντων τῶν χριστιανῶν καὶ ὡς ἀπειλήσεις τοὺς προκρίτους βουλγάρους τοῦ Κουμανόβου αἰτίνες ἠγρύπνησαν καὶ συλλέξουν χρήματα ὑπὲρ τοῦ ναοῦ των. <box>602 1593 866 1807</box>
section-subtitle: Καθυστέρησις ἀτμοπλοίων. — Τρικυμία ἐν τῷ πελάγει <box>325 433 563 466</box>
source-line: (Ἰδιαίτερον τηλεγρ. τοῦ «Ἐμπρός») (τοῦ Συντάκτου μας) <box>618 298 850 329</box>
section-title: ΔΙΑΔΗΛΩΣΕΙΣ ΕΙΣ ΒΑΡΚΕΛΩΝΗΝ <box>884 989 1202 1015</box>
market-price: 78 25 <box>111 325 146 339</box>
divider <box>1220 853 1586 856</box>
market-price: 581.— <box>245 339 284 353</box>
